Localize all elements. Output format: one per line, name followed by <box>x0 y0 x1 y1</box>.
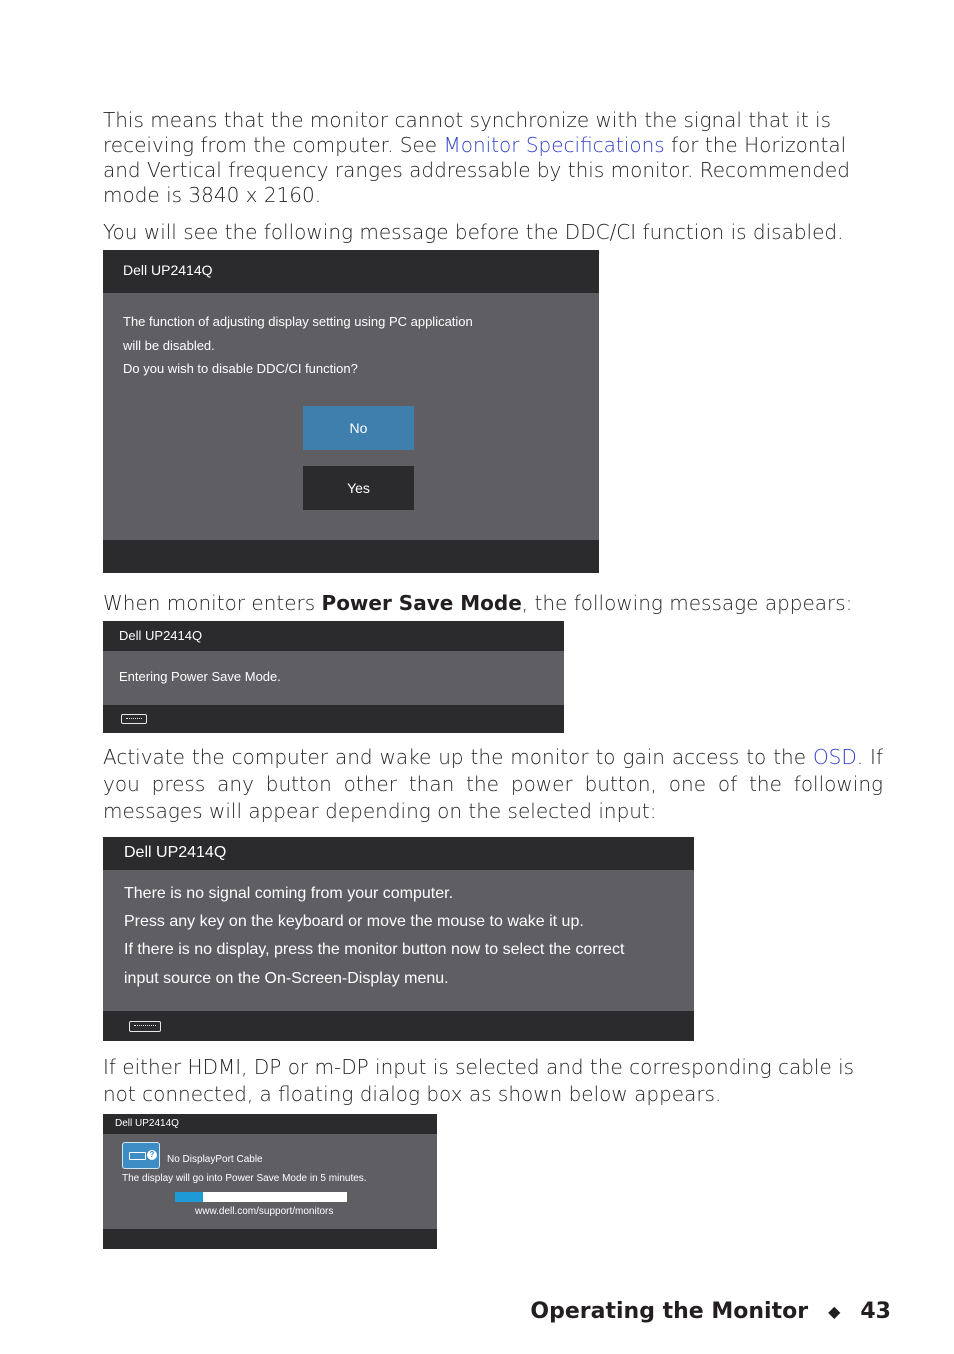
power-save-text-end: , the following message appears: <box>521 591 853 615</box>
displayport-icon <box>129 1152 146 1160</box>
displayport-icon <box>121 714 147 724</box>
support-url[interactable]: www.dell.com/support/monitors <box>195 1206 334 1217</box>
power-save-title: Dell UP2414Q <box>119 628 203 643</box>
ddc-dialog-title: Dell UP2414Q <box>123 262 213 278</box>
no-cable-message: The display will go into Power Save Mode in 5 minutes. <box>122 1173 367 1184</box>
monitor-specifications-link[interactable]: Monitor Specifications <box>443 133 665 157</box>
wake-paragraph <box>103 744 883 825</box>
ddc-dialog-line-3: Do you wish to disable DDC/CI function? <box>123 361 358 376</box>
wake-text-end: . If you press any button other than the power button, one of the following messages will appear depending on the selected input: <box>103 745 883 823</box>
no-cable-bottom-bar <box>103 1229 437 1249</box>
diamond-separator-icon: ◆ <box>828 1302 841 1321</box>
no-signal-bottom-bar <box>103 1011 694 1041</box>
no-button[interactable]: No <box>303 406 414 450</box>
no-cable-heading: No DisplayPort Cable <box>167 1154 263 1165</box>
ddc-intro-paragraph: You will see the following message before the DDC/CI function is disabled. <box>103 220 844 244</box>
power-save-text-start: When monitor enters <box>103 591 322 615</box>
power-save-message: Entering Power Save Mode. <box>119 669 281 684</box>
page-footer <box>530 1299 891 1324</box>
ddc-dialog-title-bar <box>103 250 599 293</box>
ddc-dialog-line-1: The function of adjusting display setting using PC application <box>123 314 473 329</box>
countdown-progress-fill <box>175 1192 203 1202</box>
power-save-paragraph <box>103 591 883 616</box>
power-save-countdown-bar <box>175 1192 347 1202</box>
wake-text-start: Activate the computer and wake up the monitor to gain access to the <box>103 745 813 769</box>
no-signal-line-4: input source on the On-Screen-Display menu. <box>124 970 449 987</box>
no-cable-title: Dell UP2414Q <box>115 1118 179 1129</box>
no-signal-title: Dell UP2414Q <box>124 844 227 861</box>
no-signal-line-1: There is no signal coming from your computer. <box>124 885 454 902</box>
no-signal-title-bar <box>103 837 694 870</box>
ddc-dialog-line-2: will be disabled. <box>123 338 215 353</box>
power-save-title-bar <box>103 621 564 651</box>
no-signal-line-2: Press any key on the keyboard or move the mouse to wake it up. <box>124 913 584 930</box>
cable-warning-badge <box>122 1142 160 1169</box>
no-signal-dialog <box>103 837 694 1041</box>
osd-link[interactable]: OSD <box>812 745 857 769</box>
no-cable-title-bar <box>103 1114 437 1134</box>
section-title: Operating the Monitor <box>530 1299 809 1324</box>
displayport-icon <box>129 1021 161 1032</box>
question-icon: ? <box>147 1150 157 1160</box>
ddc-ci-dialog <box>103 250 599 573</box>
power-save-dialog <box>103 621 564 733</box>
intro-paragraph <box>103 108 883 208</box>
no-signal-line-3: If there is no display, press the monitor button now to select the correct <box>124 941 625 958</box>
page-number: 43 <box>860 1299 891 1324</box>
power-save-mode-term: Power Save Mode <box>321 591 522 615</box>
power-save-bottom-bar <box>103 705 564 733</box>
cable-paragraph: If either HDMI, DP or m-DP input is selected and the corresponding cable is not connected, a floating dialog box as shown below appears. <box>103 1055 855 1106</box>
ddc-dialog-bottom-bar <box>103 540 599 573</box>
no-cable-dialog <box>103 1114 437 1249</box>
intro-text-start: This means that the monitor cannot synchronize with the signal that it is receiving from the computer. See <box>103 108 832 157</box>
yes-button[interactable]: Yes <box>303 466 414 510</box>
intro-text-end: for the Horizontal and Vertical frequency ranges addressable by this monitor. Recommended mode is 3840 x 2160. <box>103 133 850 207</box>
